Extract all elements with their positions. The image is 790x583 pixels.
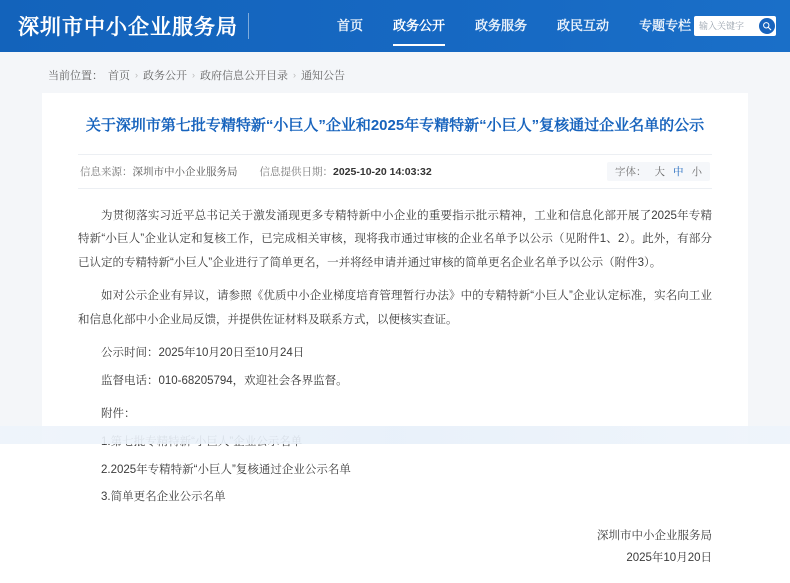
site-title: 深圳市中小企业服务局 <box>18 15 238 39</box>
meta-source-value: 深圳市中小企业服务局 <box>132 165 238 178</box>
breadcrumb-item-catalog[interactable]: 政府信息公开目录 <box>200 70 288 82</box>
attachment-item-2: 2.2025年专精特新“小巨人”复核通过企业公示名单 <box>101 463 351 476</box>
search-input[interactable] <box>699 21 759 31</box>
font-size-control[interactable] <box>607 162 710 181</box>
nav-item-government-services[interactable]: 政务服务 <box>475 18 528 33</box>
signature-org: 深圳市中小企业服务局 <box>597 529 712 542</box>
title-divider <box>248 13 249 39</box>
search-box[interactable] <box>694 16 776 36</box>
footer-decoration <box>0 426 790 444</box>
font-size-medium[interactable]: 中 <box>673 165 684 178</box>
article-card <box>42 93 748 583</box>
font-size-label: 字体： <box>615 165 647 178</box>
attachments-label: 附件： <box>101 408 136 421</box>
article-publicity-period: 公示时间：2025年10月20日至10月24日 <box>101 347 305 360</box>
font-size-small[interactable]: 小 <box>691 165 702 178</box>
article-meta-bar <box>78 154 712 189</box>
search-icon[interactable] <box>759 18 775 34</box>
article-supervision-phone: 监督电话：010-68205794，欢迎社会各界监督。 <box>101 374 348 387</box>
attachment-item-3: 3.简单更名企业公示名单 <box>101 491 226 504</box>
nav-item-special-topics[interactable]: 专题专栏 <box>639 18 692 33</box>
nav-item-home[interactable]: 首页 <box>337 18 364 33</box>
article-body <box>78 205 712 510</box>
breadcrumb <box>42 52 748 93</box>
breadcrumb-separator-icon: › <box>135 70 138 80</box>
main-nav <box>335 0 693 52</box>
site-header <box>0 0 790 52</box>
meta-source <box>80 164 238 179</box>
breadcrumb-item-home[interactable]: 首页 <box>108 70 130 82</box>
breadcrumb-prefix: 当前位置： <box>48 70 103 82</box>
breadcrumb-separator-icon: › <box>293 70 296 80</box>
article-paragraph: 如对公示企业有异议，请参照《优质中小企业梯度培育管理暂行办法》中的专精特新“小巨人”企业认定标准，实名向工业和信息化部中小企业局反馈，并提供佐证材料及联系方式，以便核实查证。 <box>78 290 712 326</box>
meta-time <box>260 164 432 179</box>
meta-source-label: 信息来源： <box>80 165 133 178</box>
signature-date: 2025年10月20日 <box>626 551 712 564</box>
breadcrumb-separator-icon: › <box>192 70 195 80</box>
page-title: 关于深圳市第七批专精特新“小巨人”企业和2025年专精特新“小巨人”复核通过企业名单的公示 <box>85 117 705 134</box>
breadcrumb-item-openness[interactable]: 政务公开 <box>143 70 187 82</box>
nav-item-government-openness[interactable]: 政务公开 <box>391 0 447 52</box>
meta-time-value: 2025-10-20 14:03:32 <box>333 165 432 178</box>
meta-time-label: 信息提供日期： <box>259 165 333 178</box>
font-size-large[interactable]: 大 <box>654 165 665 178</box>
breadcrumb-item-current: 通知公告 <box>301 70 345 82</box>
article-paragraph: 为贯彻落实习近平总书记关于激发涌现更多专精特新中小企业的重要指示批示精神，工业和信息化部开展了2025年专精特新“小巨人”企业认定和复核工作，已完成相关审核，现将我市通过审核的企业名单予以公示（见附件1、2）。此外，有部分已认定的专精特新“小巨人”企业进行了简单更名，一并将经申请并通过审核的简单更名企业名单予以公示（附件3）。 <box>78 209 712 269</box>
nav-item-public-interaction[interactable]: 政民互动 <box>557 18 610 33</box>
article-signature <box>78 526 712 570</box>
